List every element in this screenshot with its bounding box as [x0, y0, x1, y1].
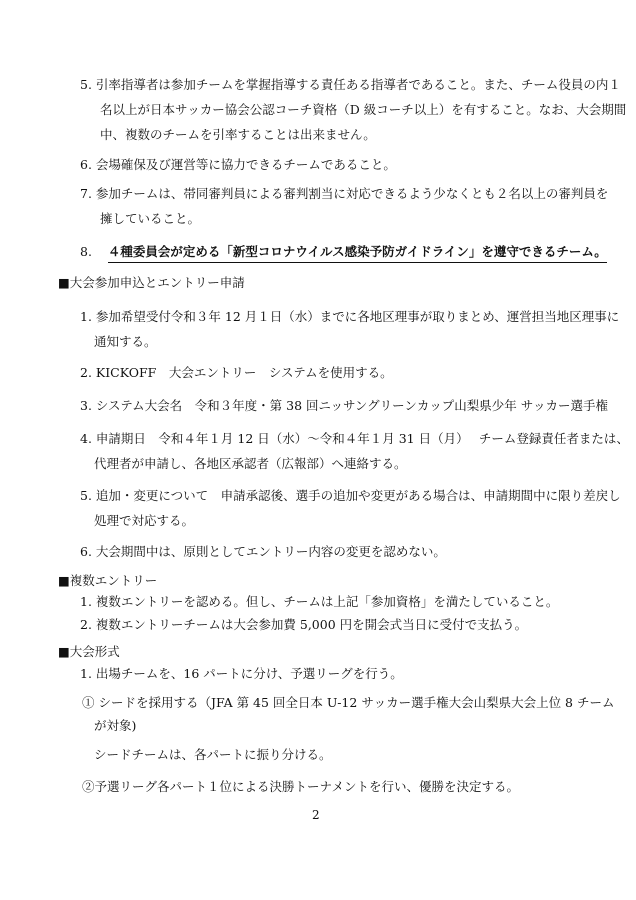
eligibility-item-8: [80, 246, 607, 259]
entry-item-4-line-2: 代理者が申請し、各地区承認者（広報部）へ連絡する。: [94, 456, 407, 471]
multiple-item-1: 1. 複数エントリーを認める。但し、チームは上記「参加資格」を満たしていること。: [80, 594, 559, 609]
eligibility-item-8-text: ４種委員会が定める「新型コロナウイルス感染予防ガイドライン」を遵守できるチーム。: [108, 244, 607, 263]
format-sub-2: ②予選リーグ各パート１位による決勝トーナメントを行い、優勝を決定する。: [82, 779, 520, 794]
entry-item-2: 2. KICKOFF 大会エントリー システムを使用する。: [80, 365, 393, 380]
page-number: 2: [312, 808, 320, 822]
entry-item-1-line-2: 通知する。: [94, 334, 157, 349]
eligibility-item-7-line-1: 7. 参加チームは、帯同審判員による審判割当に対応できるよう少なくとも２名以上の審判員を: [80, 186, 609, 201]
eligibility-item-6: 6. 会場確保及び運営等に協力できるチームであること。: [80, 157, 396, 172]
entry-item-3: 3. システム大会名 令和３年度・第 38 回ニッサングリーンカップ山梨県少年 サッカー選手権: [80, 398, 608, 413]
multiple-heading: ■複数エントリー: [58, 573, 158, 588]
eligibility-item-8-number: 8.: [80, 244, 92, 259]
format-sub-1-line-2: が対象): [94, 718, 137, 733]
format-sub-1-line-1: ① シードを採用する（JFA 第 45 回全日本 U-12 サッカー選手権大会山梨県大会上位 8 チーム: [82, 695, 615, 710]
entry-heading: ■大会参加申込とエントリー申請: [58, 275, 245, 290]
entry-item-6: 6. 大会期間中は、原則としてエントリー内容の変更を認めない。: [80, 544, 446, 559]
eligibility-item-5-line-3: 中、複数のチームを引率することは出来ません。: [100, 127, 376, 142]
eligibility-item-5-line-2: 名以上が日本サッカー協会公認コーチ資格（D 級コーチ以上）を有すること。なお、大会期間: [100, 102, 627, 117]
entry-item-5-line-2: 処理で対応する。: [94, 513, 195, 528]
format-heading: ■大会形式: [58, 644, 120, 659]
eligibility-item-7-line-2: 擁していること。: [100, 211, 201, 226]
format-item-1: 1. 出場チームを、16 パートに分け、予選リーグを行う。: [80, 666, 403, 681]
entry-item-4-line-1: 4. 申請期日 令和４年１月 12 日（水）～令和４年１月 31 日（月） チーム登録責任者または、: [80, 431, 629, 446]
entry-item-1-line-1: 1. 参加希望受付令和３年 12 月１日（水）までに各地区理事が取りまとめ、運営担当地区理事に: [80, 309, 620, 324]
format-sub-1-line-3: シードチームは、各パートに振り分ける。: [94, 747, 332, 762]
eligibility-item-5-line-1: 5. 引率指導者は参加チームを掌握指導する責任ある指導者であること。また、チーム役員の内１: [80, 77, 621, 92]
multiple-item-2: 2. 複数エントリーチームは大会参加費 5,000 円を開会式当日に受付で支払う。: [80, 617, 528, 632]
entry-item-5-line-1: 5. 追加・変更について 申請承認後、選手の追加や変更がある場合は、申請期間中に限り差戻し: [80, 488, 621, 503]
